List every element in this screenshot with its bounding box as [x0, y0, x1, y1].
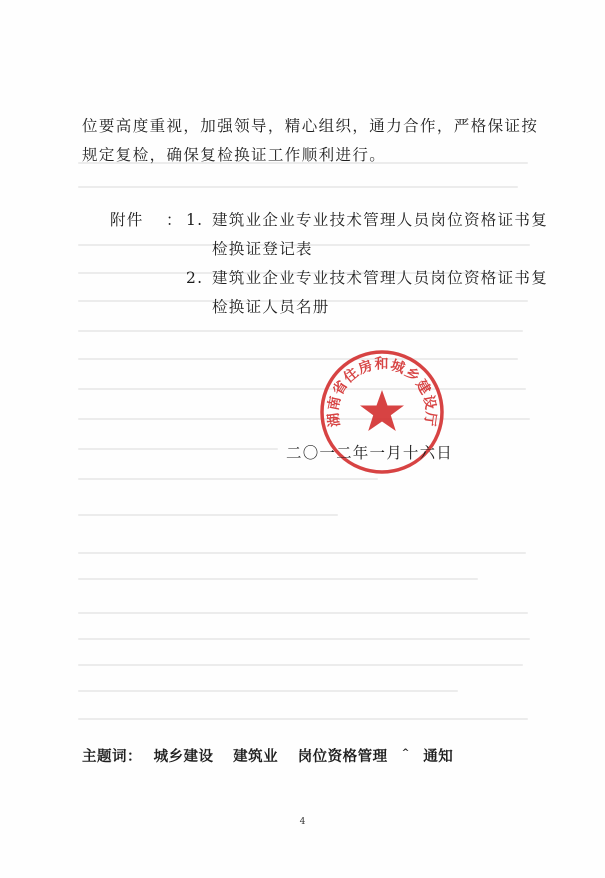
bleed-through-text — [78, 638, 530, 640]
body-paragraph — [82, 112, 552, 170]
bleed-through-text — [78, 690, 458, 692]
attachment-number: 1. — [186, 211, 204, 229]
subject-keywords — [82, 745, 467, 766]
bleed-through-text — [78, 664, 523, 666]
attachment-title — [212, 264, 550, 322]
bleed-through-text — [78, 612, 528, 614]
attachment-title — [212, 206, 550, 264]
attachment-item-2 — [186, 264, 550, 322]
keywords-label: 主题词： — [82, 749, 142, 765]
bleed-through-text — [78, 418, 530, 420]
bleed-through-text — [78, 448, 278, 450]
bleed-through-text — [78, 578, 478, 580]
attachments-label: 附件 — [110, 211, 144, 229]
attachment-title-line-2: 检换证人员名册 — [212, 298, 330, 316]
keyword-term-text: 岗位资格管理 — [297, 749, 388, 765]
attachment-title-line-1: 建筑业企业专业技术管理人员岗位资格证书复 — [212, 269, 549, 287]
attachments-colon: ： — [166, 211, 183, 229]
bleed-through-text — [78, 478, 378, 480]
attachment-title-line-1: 建筑业企业专业技术管理人员岗位资格证书复 — [212, 211, 549, 229]
keyword-term: 通知 — [423, 749, 454, 765]
bleed-through-text — [78, 358, 518, 360]
body-line-2: 规定复检，确保复检换证工作顺利进行。 — [82, 146, 387, 164]
seal-star-icon — [360, 390, 404, 431]
bleed-through-text — [78, 330, 523, 332]
attachment-title-line-2: 检换证登记表 — [212, 240, 313, 258]
bleed-through-text — [78, 718, 528, 720]
attachments-list — [110, 206, 550, 322]
bleed-through-text — [78, 552, 526, 554]
keyword-term — [298, 749, 410, 765]
document-date: 二〇一二年一月十六日 — [286, 444, 454, 462]
seal-text: 湖南省住房和城乡建设厅 — [325, 356, 439, 428]
bleed-through-text — [78, 514, 338, 516]
attachment-number: 2. — [186, 269, 204, 287]
keyword-term: 城乡建设 — [153, 749, 214, 765]
keyword-term: 建筑业 — [233, 749, 279, 765]
bleed-through-text — [78, 186, 518, 188]
keyword-marker: ^ — [401, 748, 410, 759]
body-line-1: 位要高度重视，加强领导，精心组织，通力合作，严格保证按 — [82, 117, 539, 135]
bleed-through-text — [78, 388, 526, 390]
attachment-item-1 — [110, 206, 550, 264]
page-number: 4 — [299, 817, 306, 827]
